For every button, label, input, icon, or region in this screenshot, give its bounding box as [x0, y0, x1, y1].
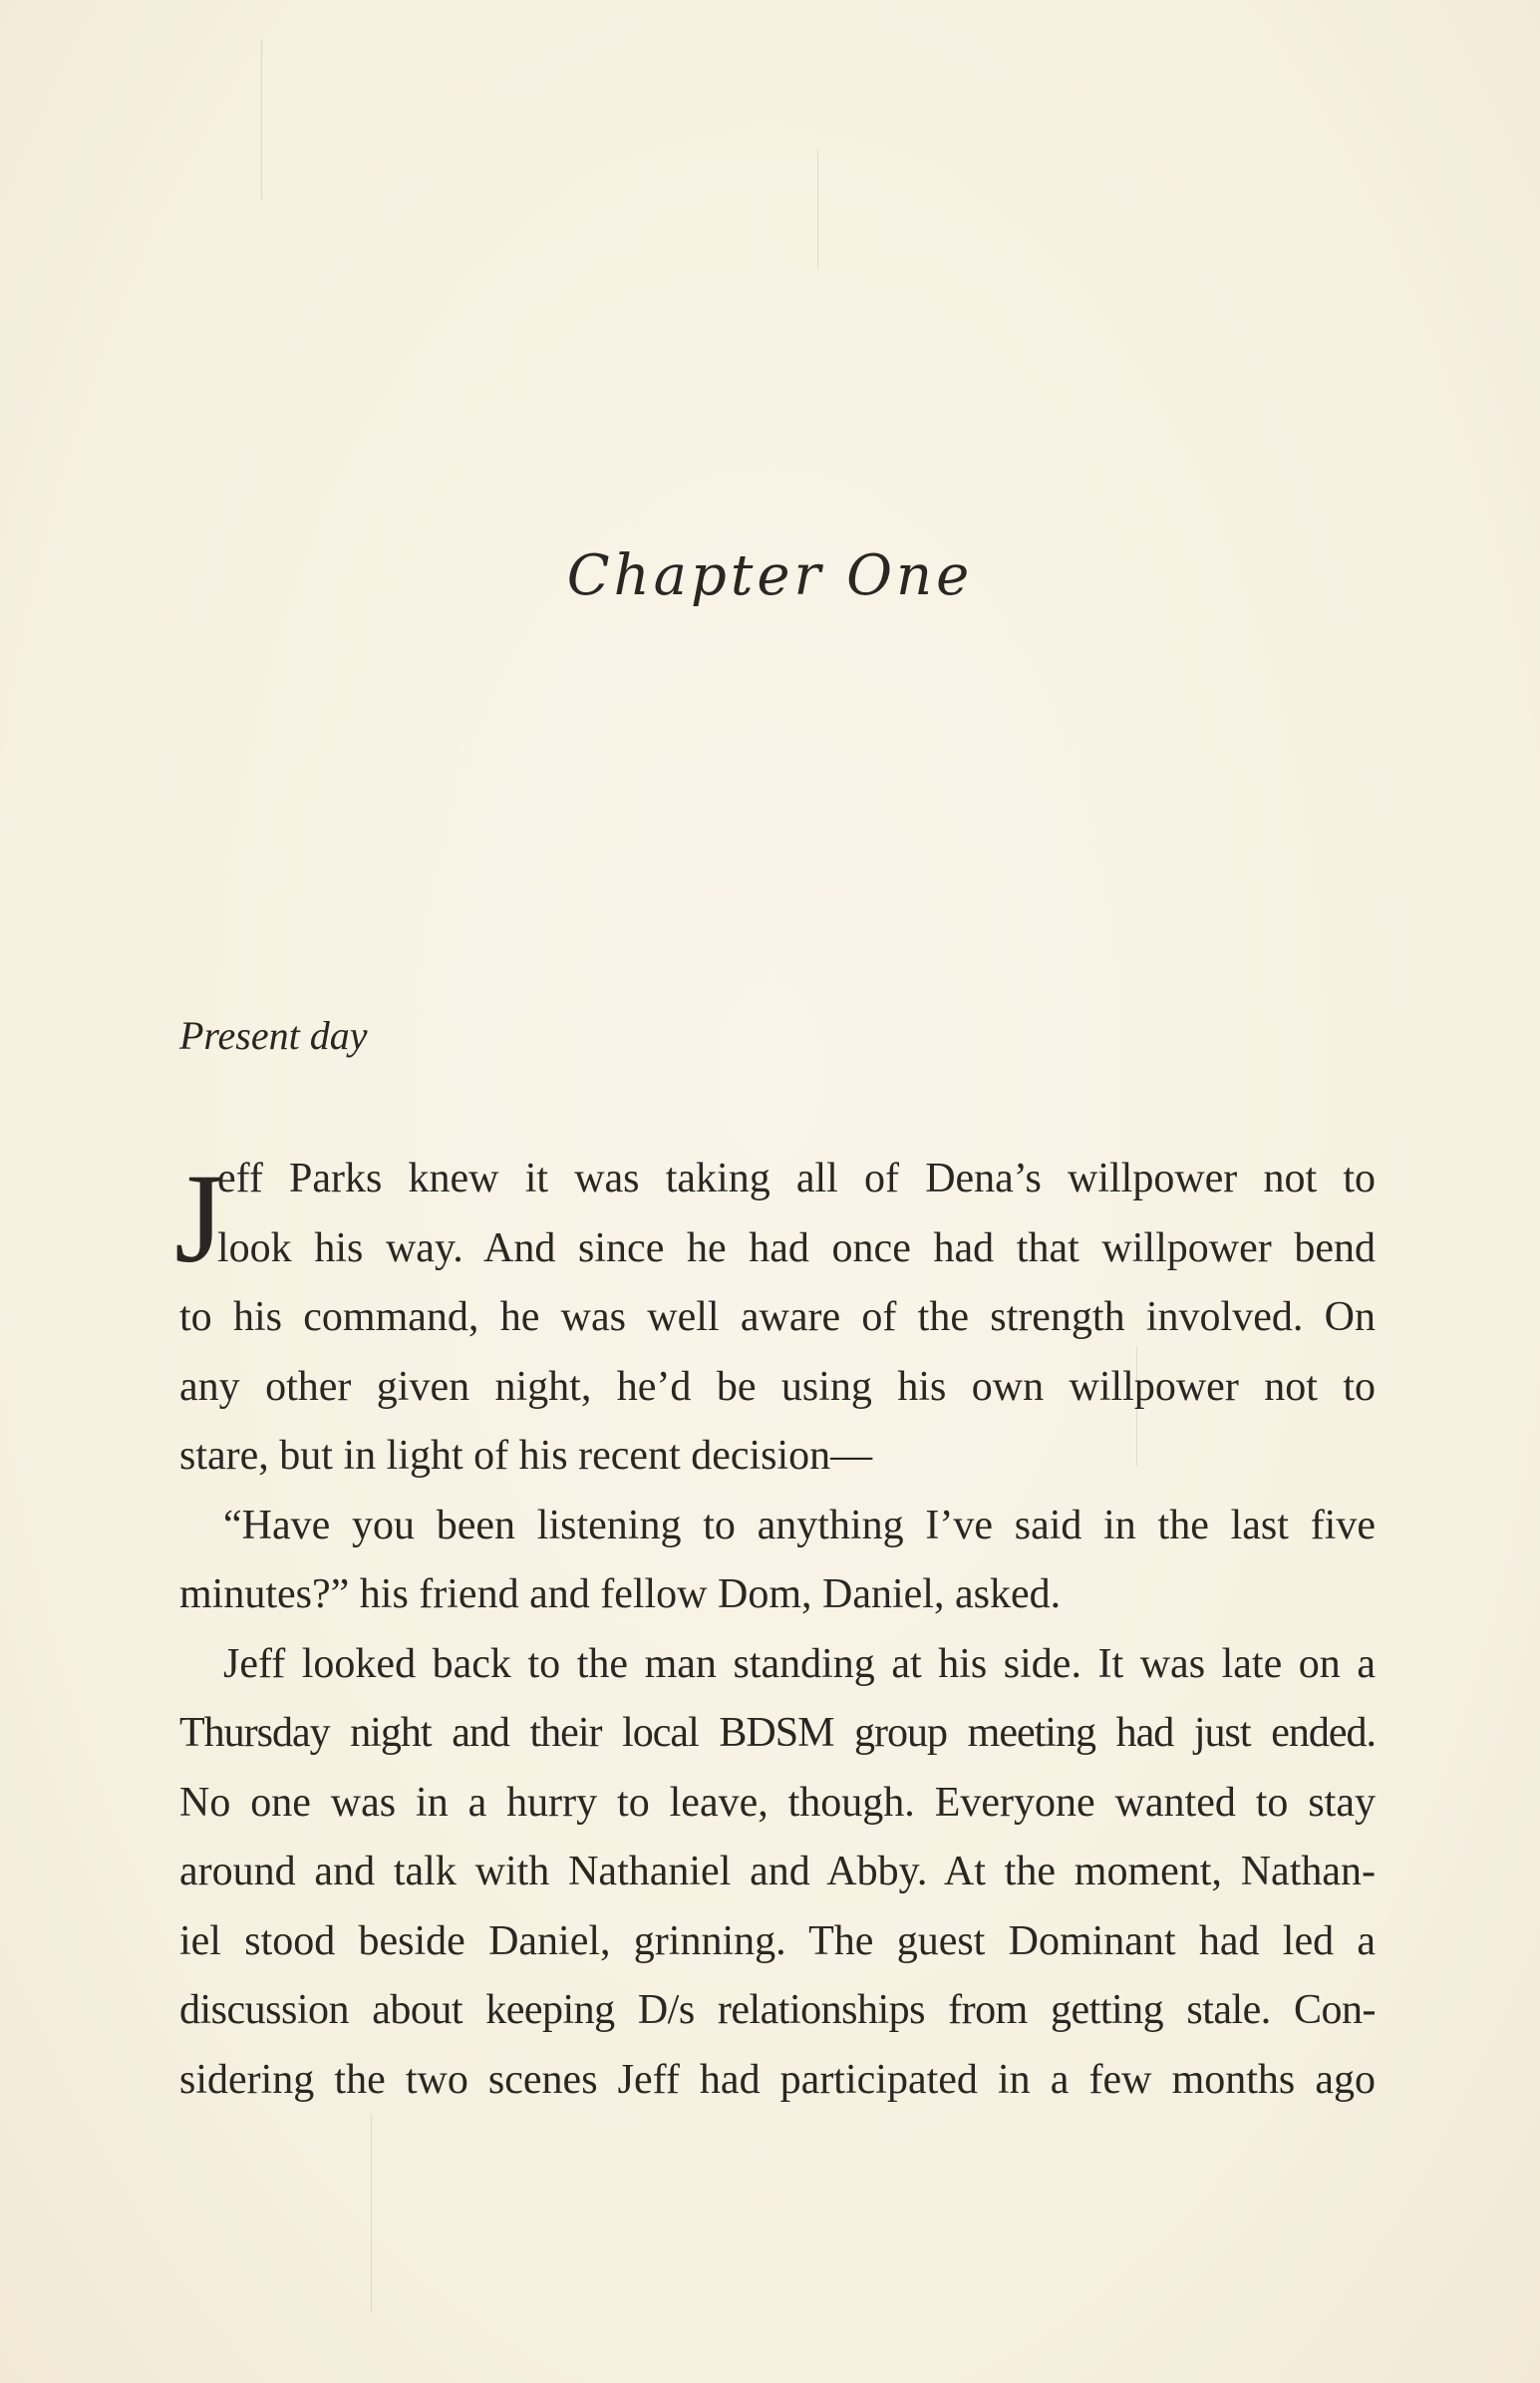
text-line: eff Parks knew it was taking all of Dena’s willpower not to	[217, 1156, 1376, 1201]
text-line: to his command, he was well aware of the strength involved. On	[179, 1294, 1376, 1340]
text-line: minutes?” his friend and fellow Dom, Daniel, asked.	[179, 1571, 1062, 1617]
drop-cap: J	[174, 1148, 224, 1289]
text-line: Jeff looked back to the man standing at his side. It was late on a	[223, 1640, 1376, 1687]
text-line: around and talk with Nathaniel and Abby. At the moment, Nathan-	[179, 1849, 1376, 1894]
text-line: stare, but in light of his recent decision—	[179, 1433, 873, 1479]
text-line: Thursday night and their local BDSM group meeting had just ended.	[179, 1710, 1376, 1756]
text-line: iel stood beside Daniel, grinning. The guest Dominant had led a	[179, 1917, 1376, 1964]
text-line: No one was in a hurry to leave, though. Everyone wanted to stay	[179, 1779, 1376, 1826]
text-line: look his way. And since he had once had that willpower bend	[217, 1224, 1376, 1271]
scan-artifact	[261, 40, 262, 199]
text-line: any other given night, he’d be using his own willpower not to	[179, 1363, 1376, 1410]
scan-artifact	[371, 2114, 372, 2313]
chapter-timeframe: Present day	[179, 1013, 368, 1058]
scan-artifact	[817, 150, 818, 269]
chapter-body	[179, 1145, 1376, 2115]
chapter-title: Chapter One	[566, 543, 974, 608]
text-line: sidering the two scenes Jeff had participated in a few months ago	[179, 2056, 1376, 2103]
text-line: “Have you been listening to anything I’ve said in the last five	[223, 1502, 1376, 1548]
text-line: discussion about keeping D/s relationships from getting stale. Con-	[179, 1987, 1376, 2033]
